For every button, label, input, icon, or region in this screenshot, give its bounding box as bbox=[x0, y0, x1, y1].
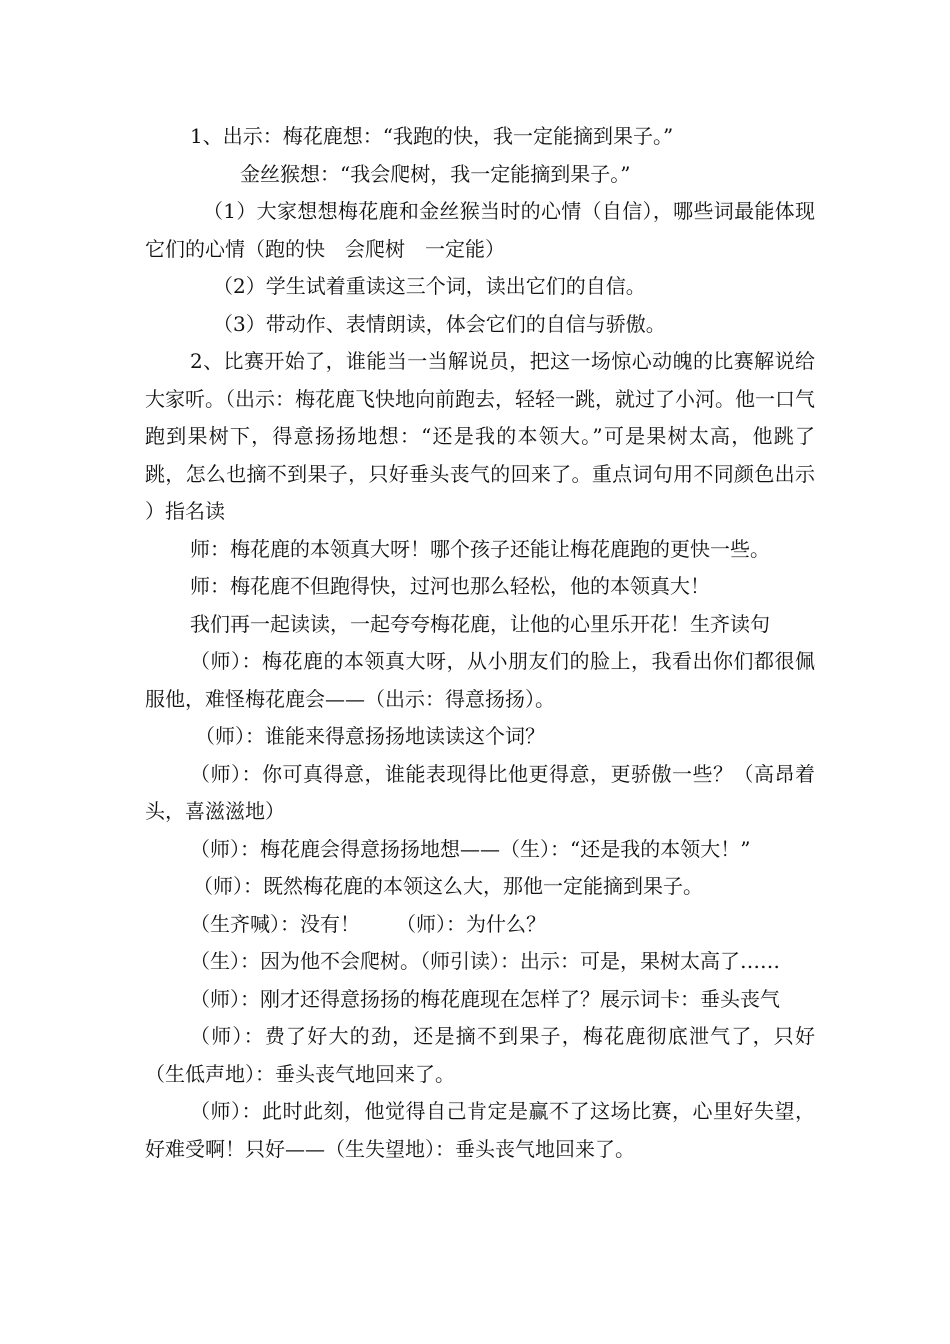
paragraph-teacher-1: 师：梅花鹿的本领真大呀！哪个孩子还能让梅花鹿跑的更快一些。 bbox=[190, 536, 770, 561]
paragraph-teacher-9: （师）：费了好大的劲，还是摘不到果子，梅花鹿彻底泄气了，只好（生低声地）：垂头丧气地回来了。 bbox=[145, 1024, 815, 1086]
paragraph-student-reason: （生）：因为他不会爬树。（师引读）：出示：可是，果树太高了…… bbox=[190, 949, 780, 973]
paragraph-teacher-3: （师）：梅花鹿的本领真大呀，从小朋友们的脸上，我看出你们都很佩服他，难怪梅花鹿会——（出示：得意扬扬）。 bbox=[145, 649, 815, 711]
paragraph-show-deer-thought: 1、出示：梅花鹿想：“我跑的快，我一定能摘到果子。” bbox=[190, 124, 674, 148]
teacher-question: （师）：为什么？ bbox=[396, 911, 546, 936]
paragraph-read-together: 我们再一起读读，一起夸夸梅花鹿，让他的心里乐开花！生齐读句 bbox=[190, 611, 770, 636]
paragraph-exchange bbox=[145, 906, 815, 944]
paragraph-teacher-10: （师）：此时此刻，他觉得自己肯定是赢不了这场比赛，心里好失望，好难受啊！只好——（生失望地）：垂头丧气地回来了。 bbox=[145, 1099, 815, 1161]
paragraph-teacher-5: （师）：你可真得意，谁能表现得比他更得意，更骄傲一些？（高昂着头，喜滋滋地） bbox=[145, 761, 815, 823]
paragraph-teacher-8: （师）：刚才还得意扬扬的梅花鹿现在怎样了？展示词卡：垂头丧气 bbox=[190, 986, 780, 1011]
paragraph-monkey-thought: 金丝猴想：“我会爬树，我一定能摘到果子。” bbox=[240, 161, 631, 186]
paragraph-teacher-7: （师）：既然梅花鹿的本领这么大，那他一定能摘到果子。 bbox=[193, 874, 703, 898]
paragraph-step-3: （3）带动作、表情朗读，体会它们的自信与骄傲。 bbox=[213, 311, 666, 336]
paragraph-step-2: （2）学生试着重读这三个词，读出它们的自信。 bbox=[213, 274, 646, 298]
students-answer: （生齐喊）：没有！ bbox=[190, 911, 360, 936]
paragraph-teacher-4: （师）：谁能来得意扬扬地读读这个词？ bbox=[195, 724, 545, 748]
paragraph-teacher-6: （师）：梅花鹿会得意扬扬地想——（生）：“还是我的本领大！” bbox=[190, 836, 751, 861]
paragraph-race-commentary: 2、比赛开始了，谁能当一当解说员，把这一场惊心动魄的比赛解说给大家听。（出示：梅花鹿飞快地向前跑去，轻轻一跳，就过了小河。他一口气跑到果树下，得意扬扬地想：“还是我的本领大。”可是果树太高，他跳了跳，怎么也摘不到果子，只好垂头丧气的回来了。重点词句用不同颜色出示 ）指名读 bbox=[145, 349, 815, 523]
paragraph-teacher-2: 师：梅花鹿不但跑得快，过河也那么轻松，他的本领真大！ bbox=[190, 574, 710, 598]
paragraph-step-1: （1）大家想想梅花鹿和金丝猴当时的心情（自信），哪些词最能体现它们的心情（跑的快 会爬树 一定能） bbox=[145, 199, 815, 261]
document-body bbox=[145, 118, 815, 1168]
